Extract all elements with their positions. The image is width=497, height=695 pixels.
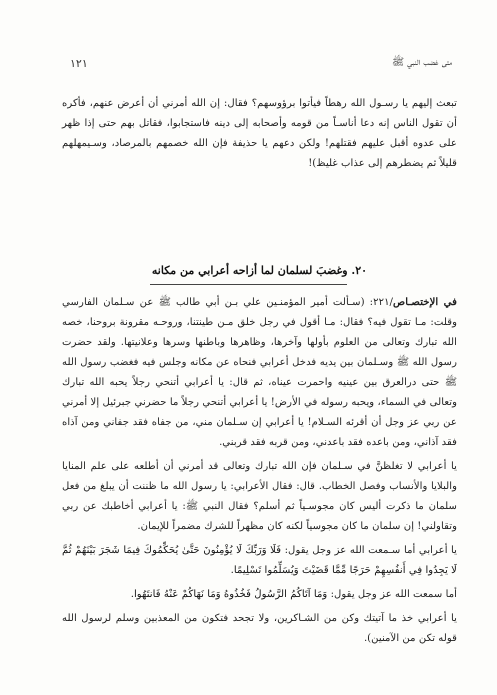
paragraph-4: [62, 585, 457, 605]
paragraph-3: [62, 541, 457, 581]
source-label: في الإختصـاص: [392, 296, 457, 308]
quran-verse-2: وَمَا آتَاكُمُ الرَّسُولُ فَخُذُوهُ وَمَا نَهَاكُمْ عَنْهُ فَانتَهُوا.: [130, 589, 328, 600]
running-title: متى غضب النبي ﷺ: [392, 57, 452, 68]
intro-block: [62, 94, 457, 178]
page-header: [70, 54, 452, 72]
quran-verse-1: فَلَا وَرَبِّكَ لَا يُؤْمِنُونَ حَتَّىٰ يُحَكِّمُوكَ فِيمَا شَجَرَ بَيْنَهُمْ ثُمَّ لَا يَجِدُوا فِي أَنفُسِهِمْ حَرَجًا مِّمَّا قَضَيْتَ وَيُسَلِّمُوا تَسْلِيمًا.: [62, 545, 457, 576]
heading-underline: [150, 284, 347, 285]
paragraph-1: [62, 292, 457, 453]
section-heading: ٢٠. وغضبَ لسلمان لما أزاحه أعرابي من مكانه: [151, 264, 368, 277]
intro-paragraph: تبعث إليهم يا رسـول الله رهطاً فيأتوا برؤوسهم؟ فقال: إن الله أمرني أن أعرض عنهم، فأكره أن تقول الناس إنه دعا أناسـاً من قومه وأصحابه إلى دينه فاستجابوا، فقاتل بهم حتى إذا ظهر على عدوه أقبل عليهم فقتلهم! ولكن دعهم يا حذيفة فإن الله خصمهم بالمرصاد، وسـيمهلهم قليلاً ثم يضطرهم إلى عذاب غليظ)!: [62, 98, 457, 169]
paragraph-3-lead: يا أعرابي أما سـمعت الله عز وجل يقول:: [281, 545, 457, 556]
page-number: ١٢١: [70, 56, 88, 70]
paragraph-4-lead: أما سمعت الله عز وجل يقول:: [327, 589, 457, 600]
paragraph-5: يا أعرابي خذ ما آتيتك وكن من الشـاكرين، ولا تجحد فتكون من المعذبين وسلم لرسول الله قوله تكن من الآمنين).: [62, 613, 457, 644]
paragraph-1-text: /٢٢١: (سـألت أمير المؤمنـين علي بـن أبي طالب ﷺ عن سـلمان الفارسي وقلت: مـا تقول فيه؟ فقال: مـا أقول في رجل خلق مـن طينتنا، وروحـه مقرونة بروحنا، خصه الله تبارك وتعالى من العلوم بأولها وآخرها، وظاهرها وباطنها وسرها وعلانيتها. ولقد حضرت رسول الله ﷺ وسـلمان بين يديه فدخل أعرابي فنحاه عن مكانه وجلس فيه فغضب رسول الله ﷺ حتى درالعرق بين عينيه واحمرت عيناه، ثم قال: يا أعرابي أتنحي رجلاً يحبه الله تبارك وتعالى في السماء، ويحبه رسوله في الأرض! يا أعرابي أتنحي رجلاً ما حضرني جبرئيل إلا أمرني عن ربي عز وجل أن أقرئه السـلام! يا أعرابي إن سـلمان مني، من جفاه فقد جفاني ومن آذاه فقد آذاني، ومن باعده فقد باعدني، ومن قربه فقد قربني.: [62, 297, 457, 448]
section-body: [62, 292, 457, 653]
paragraph-2: يا أعرابي لا تغلظنَّ في سـلمان فإن الله تبارك وتعالى قد أمرني أن أطلعه على علم المنايا والبلايا والأنساب وفصل الخطاب. قال: فقال الأعرابي: يا رسول الله ما ظننت أن يبلغ من فعل سلمان ما ذكرت أليس كان مجوسـياً ثم أسلم؟ فقال النبي ﷺ: يا أعرابي أخاطبك عن ربي وتقاولني! إن سلمان ما كان مجوسياً لكنه كان مظهراً للشرك مضمراً للإيمان.: [62, 461, 457, 532]
